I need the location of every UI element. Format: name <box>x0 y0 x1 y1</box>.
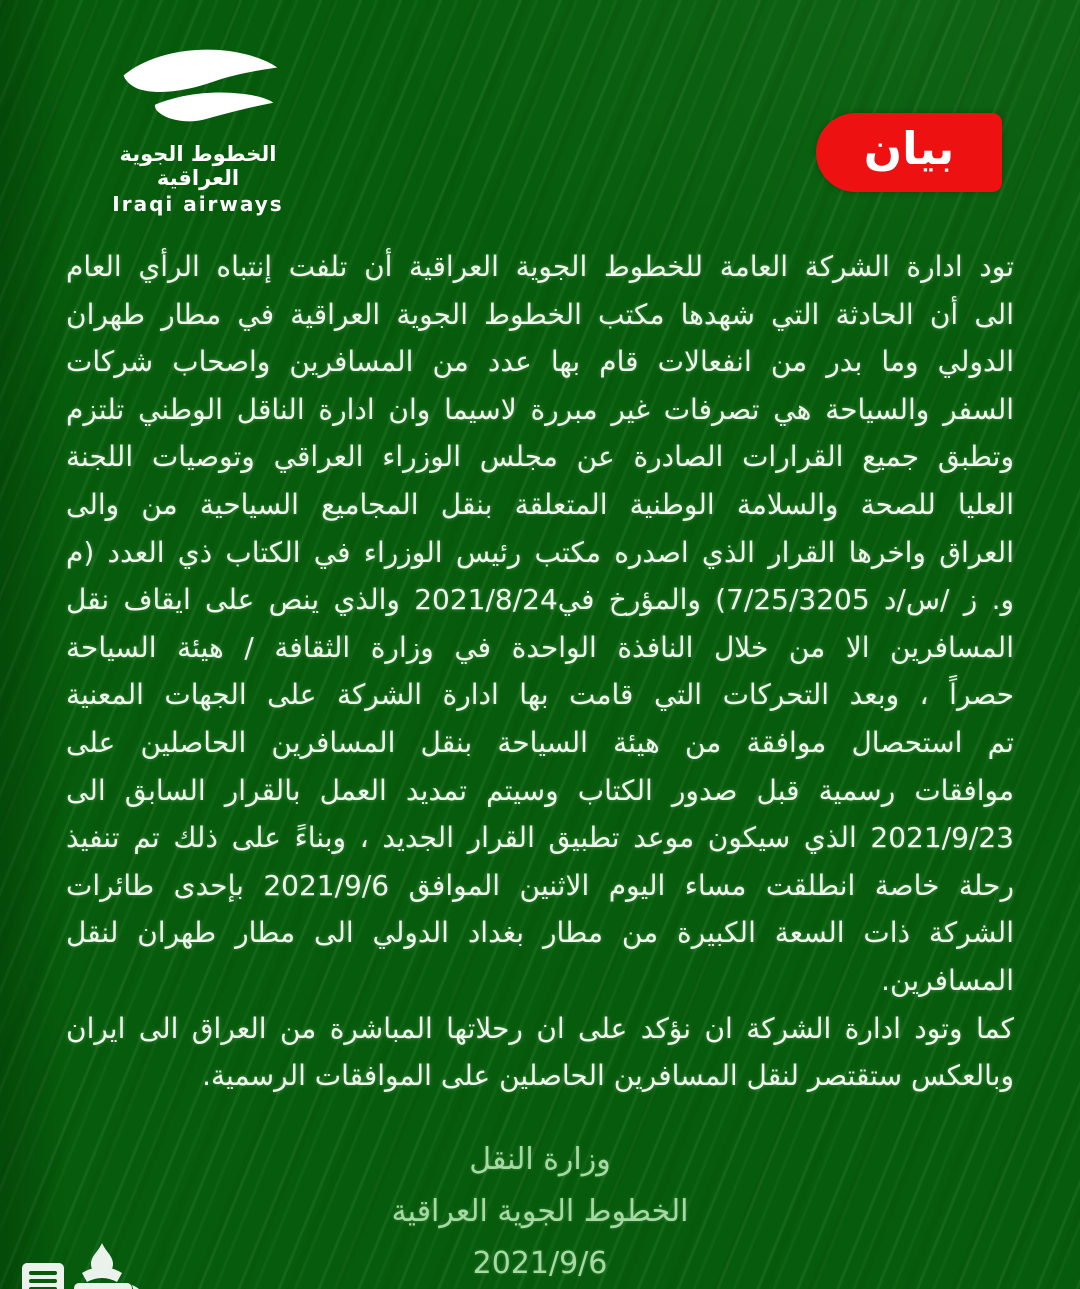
body-line: السفر والسياحة هي تصرفات غير مبررة لاسيما وان ادارة الناقل الوطني تلتزم <box>66 392 1014 426</box>
body-line: و. ز /س/د 7/25/3205) والمؤرخ في2021/8/24 والذي ينص على ايقاف نقل <box>66 583 1014 617</box>
statement-body <box>66 243 1014 1100</box>
signature-ministry: وزارة النقل <box>469 1142 611 1177</box>
signature-block <box>0 1134 1080 1289</box>
iraqi-airways-bird-icon <box>109 46 287 136</box>
body-line: الى أن الحادثة التي شهدها مكتب الخطوط الجوية العراقية في مطار طهران <box>66 297 1014 331</box>
statement-badge-label: بيان <box>863 122 955 175</box>
signature-date: 2021/9/6 <box>472 1246 608 1281</box>
statement-badge <box>816 113 1002 192</box>
body-line: تود ادارة الشركة العامة للخطوط الجوية العراقية أن تلفت إنتباه الرأي العام <box>66 250 1014 283</box>
iraqi-airways-logo <box>88 46 308 216</box>
body-line: المسافرين. <box>881 963 1014 997</box>
body-line: المسافرين الا من خلال النافذة الواحدة في وزارة الثقافة / هيئة السياحة <box>66 630 1014 664</box>
body-line: حصراً ، وبعد التحركات التي قامت بها ادارة الشركة على الجهات المعنية <box>66 678 1014 712</box>
body-line: رحلة خاصة انطلقت مساء اليوم الاثنين الموافق 2021/9/6 بإحدى طائرات <box>66 868 1014 902</box>
logo-english-name: Iraqi airways <box>112 192 284 216</box>
body-line: 2021/9/23 الذي سيكون موعد تطبيق القرار الجديد ، وبناءً على ذلك تم تنفيذ <box>66 821 1014 855</box>
body-line: كما وتود ادارة الشركة ان نؤكد على ان رحلاتها المباشرة من العراق الى ايران <box>66 1011 1014 1045</box>
signature-company: الخطوط الجوية العراقية <box>391 1194 689 1229</box>
body-line: العليا للصحة والسلامة الوطنية المتعلقة بنقل المجاميع السياحية من والى <box>66 487 1014 521</box>
body-line: تم استحصال موافقة من هيئة السياحة بنقل المسافرين الحاصلين على <box>66 725 1014 759</box>
body-line: وتطبق جميع القرارات الصادرة عن مجلس الوزراء العراقي وتوصيات اللجنة <box>66 440 1014 474</box>
body-line: العراق واخرها القرار الذي اصدره مكتب رئيس الوزراء في الكتاب ذي العدد (م <box>66 535 1014 569</box>
body-line: الشركة ذات السعة الكبيرة من مطار بغداد الدولي الى مطار طهران لنقل <box>66 916 1014 950</box>
logo-arabic-name: الخطوط الجوية العراقية <box>119 142 277 190</box>
baghdad-emblem-watermark-icon <box>22 1237 154 1289</box>
body-line: وبالعكس ستقتصر لنقل المسافرين الحاصلين على الموافقات الرسمية. <box>202 1059 1014 1093</box>
body-line: موافقات رسمية قبل صدور الكتاب وسيتم تمديد العمل بالقرار السابق الى <box>66 773 1014 807</box>
body-line: الدولي وما بدر من انفعالات قام بها عدد من المسافرين واصحاب شركات <box>66 345 1014 379</box>
